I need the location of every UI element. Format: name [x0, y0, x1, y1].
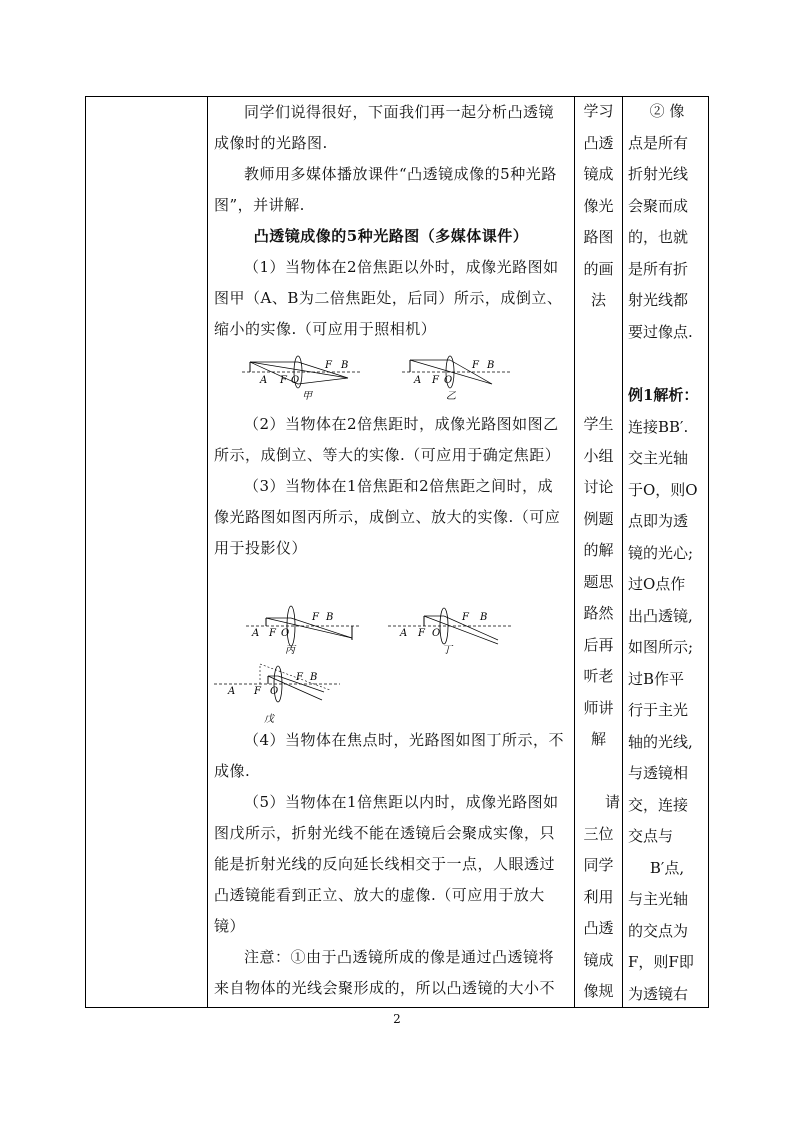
activity-line: 学生 [583, 415, 614, 433]
activity-line: 三位 [583, 824, 614, 843]
note-line: 的，也就 [628, 228, 689, 246]
table-divider-1 [207, 96, 208, 1008]
activity-line: 镜成 [583, 165, 614, 183]
activity-line: 讨论 [583, 478, 614, 496]
note-line: 射光线都 [628, 291, 689, 309]
label-O: O [281, 628, 290, 639]
main-text-block-2 [214, 409, 568, 564]
note-line: 镜的光心; [628, 543, 694, 562]
label-F: F [254, 686, 261, 697]
label-A: A [260, 375, 268, 386]
note-line: 为透镜右 [628, 984, 689, 1003]
label-B: B [341, 360, 349, 371]
note-line: F，则F即 [628, 953, 694, 971]
paragraph-case-5: （5）当物体在1倍焦距以内时，成像光路图如图戊所示，折射光线不能在透镜后会聚成实像，只能是折射光线的反向延长线相交于一点，人眼透过凸透镜能看到正立、放大的虚像.（可应用于放大镜） [214, 793, 559, 935]
label-F2: F [325, 360, 332, 371]
notes-block-1 [628, 96, 706, 348]
label-O: O [270, 686, 279, 697]
label-F: F [269, 628, 276, 639]
label-B: B [326, 612, 334, 623]
label-A: A [400, 628, 408, 639]
example-label: 例1解析： [628, 386, 699, 404]
note-line: 交主光轴 [628, 449, 689, 467]
table-border-right [708, 96, 709, 1008]
label-A: A [414, 375, 422, 386]
note-line: 交，连接 [628, 795, 689, 814]
note-line: 交点与 [628, 827, 674, 845]
activity-line: 路图 [583, 228, 614, 246]
label-F: F [432, 375, 439, 386]
note-line: 点是所有 [628, 133, 689, 152]
table-border-left [85, 96, 86, 1008]
paragraph-case-4: （4）当物体在焦点时，光路图如图丁所示，不成像. [214, 731, 565, 780]
main-text-block-1 [214, 97, 568, 345]
note-line: 折射光线 [628, 165, 689, 183]
activity-line: 凸透 [583, 919, 614, 937]
note-line: 出凸透镜, [628, 606, 693, 625]
label-O: O [432, 628, 441, 639]
label-A: A [228, 686, 236, 697]
activity-line: 解 [590, 730, 606, 748]
note-line: 是所有折 [628, 259, 689, 278]
note-line: 会聚而成 [628, 196, 689, 215]
paragraph-case-1: （1）当物体在2倍焦距以外时，成像光路图如图甲（A、B为二倍焦距处，后同）所示，成倒立、缩小的实像.（可应用于照相机） [214, 258, 563, 338]
note-line: 于O，则O [628, 480, 698, 499]
activity-line: 的画 [583, 259, 614, 278]
paragraph-note: 注意：①由于凸透镜所成的像是通过凸透镜将来自物体的光线会聚形成的，所以凸透镜的大小不 [214, 948, 556, 997]
activity-line: 镜成 [583, 950, 614, 969]
diagram-ding [386, 604, 516, 656]
diagram-jia [240, 352, 370, 402]
label-B: B [310, 672, 318, 683]
diagram-wu [212, 660, 344, 726]
activity-block-3 [575, 787, 622, 1008]
activity-line: 例题 [583, 509, 614, 528]
label-F2: F [462, 612, 469, 623]
section-heading: 凸透镜成像的5种光路图（多媒体课件） [253, 227, 529, 245]
page-number: 2 [393, 1012, 401, 1026]
table-divider-3 [622, 96, 623, 1008]
label-O: O [444, 375, 453, 386]
note-line: ② 像 [649, 102, 685, 120]
activity-block-1 [575, 96, 622, 317]
note-line: 过B作平 [628, 669, 685, 688]
activity-line: 像光 [583, 196, 614, 215]
note-line: B′点, [649, 858, 685, 877]
caption-yi: 乙 [446, 391, 456, 402]
caption-wu: 戊 [264, 714, 274, 725]
label-F: F [418, 628, 425, 639]
note-line: 连接BB′. [628, 417, 689, 436]
label-F2: F [312, 612, 319, 623]
activity-line: 后再 [583, 635, 614, 654]
label-F2: F [296, 672, 303, 683]
activity-block-2 [575, 409, 622, 756]
note-line: 过O点作 [628, 575, 686, 593]
note-line: 的交点为 [628, 921, 689, 940]
note-line: 轴的光线, [628, 732, 693, 751]
diagram-yi [400, 352, 520, 402]
activity-line: 小组 [583, 446, 614, 465]
note-line: 与透镜相 [628, 764, 689, 782]
label-F2: F [472, 360, 479, 371]
caption-jia: 甲 [302, 391, 312, 402]
activity-line: 的解 [583, 541, 614, 559]
activity-line: 路然 [583, 604, 614, 622]
activity-line: 利用 [583, 887, 614, 906]
note-line: 与主光轴 [628, 890, 689, 908]
caption-bing: 丙 [285, 645, 295, 656]
activity-line: 学习 [583, 102, 614, 120]
paragraph-intro: 同学们说得很好，下面我们再一起分析凸透镜成像时的光路图. [214, 103, 555, 152]
activity-line: 请 [604, 793, 620, 811]
label-O: O [291, 375, 300, 386]
caption-ding: 丁 [442, 645, 452, 656]
activity-line: 师讲 [583, 698, 614, 717]
paragraph-courseware: 教师用多媒体播放课件“凸透镜成像的5种光路图”，并讲解. [214, 165, 557, 214]
note-line: 要过像点. [628, 322, 693, 341]
diagram-bing [244, 602, 364, 656]
activity-line: 凸透 [583, 133, 614, 152]
note-line: 如图所示; [628, 638, 694, 656]
paragraph-case-3: （3）当物体在1倍焦距和2倍焦距之间时，成像光路图如图丙所示，成倒立、放大的实像.（可应用于投影仪） [214, 477, 561, 557]
notes-block-2 [628, 380, 706, 1010]
label-F: F [280, 375, 287, 386]
main-text-block-3 [214, 725, 568, 1004]
label-A: A [252, 628, 260, 639]
note-line: 点即为透 [628, 512, 689, 530]
label-B: B [480, 612, 488, 623]
paragraph-case-2: （2）当物体在2倍焦距时，成像光路图如图乙所示，成倒立、等大的实像.（可应用于确定焦距） [214, 415, 561, 464]
activity-line: 法 [590, 291, 606, 309]
activity-line: 像规 [583, 982, 614, 1000]
activity-line: 同学 [583, 856, 614, 874]
label-B: B [487, 360, 495, 371]
activity-line: 题思 [583, 572, 614, 591]
note-line: 行于主光 [628, 701, 689, 719]
activity-line: 听老 [583, 667, 614, 685]
